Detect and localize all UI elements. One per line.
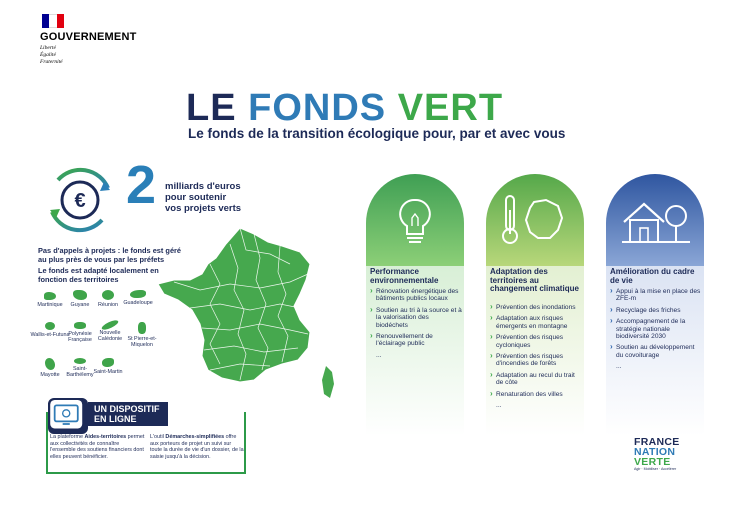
card-list [370,288,462,363]
overseas-item: Wallis-et-Futuna [30,322,70,338]
funding-amount: 2 [126,155,157,215]
funding-text: milliards d'euros pour soutenir vos projets verts [165,181,242,214]
card-cadre-de-vie [606,174,704,436]
list-item: › Adaptation au recul du trait de côte [490,372,582,387]
overseas-item: St Pierre-et-Miquelon [122,322,162,348]
euro-icon [40,160,120,240]
list-item: ... [496,402,502,410]
government-logo [40,14,150,66]
card-list [610,288,702,375]
computer-icon [48,398,88,434]
card-list [490,304,582,413]
list-item: › Accompagnement de la stratégie nationale biodiversité 2030 [610,318,702,340]
list-item: › Recyclage des friches [610,307,702,314]
list-item: › Prévention des risques d'incendies de forêts [490,353,582,368]
svg-text:€: € [74,190,86,212]
card-adaptation [486,174,584,436]
online-text-demarches-simplifiees: L'outil Démarches-simplifiées offre aux porteurs de projet un suivi sur toute la durée de vie d'un dossier, de la saisie jusqu'à la décision. [150,434,244,460]
list-item: › Renouvellement de l'éclairage public [370,333,462,348]
card-title: Adaptation des territoires au changement climatique [490,267,579,294]
list-item: › Prévention des risques cycloniques [490,334,582,349]
lightbulb-icon [390,192,440,252]
calls-text: Pas d'appels à projets : le fonds est géré au plus près de vous par les préfets [38,246,182,264]
online-title: UN DISPOSITIF EN LIGNE [88,402,168,426]
list-item: › Soutien au développement du covoiturage [610,344,702,359]
list-item: › Appui à la mise en place des ZFE-m [610,288,702,303]
list-item: › Rénovation énergétique des bâtiments publics locaux [370,288,462,303]
list-item: ... [616,363,622,371]
online-text-aides-territoires: La plateforme Aides-territoires permet aux collectivités de connaître l'ensemble des soutiens financiers dont elles peuvent bénéficier. [50,434,145,460]
government-name: GOUVERNEMENT [40,31,137,43]
card-performance [366,174,464,436]
list-item: ... [376,351,382,359]
list-item: › Renaturation des villes [490,391,582,398]
overseas-item: Guyane [60,290,100,308]
overseas-item: Saint-Barthélemy [60,358,100,378]
house-tree-icon [620,198,692,248]
overseas-item: Guadeloupe [118,290,158,306]
overseas-item: Saint-Martin [88,358,128,375]
thermometer-icon [500,194,570,250]
overseas-item: Martinique [30,292,70,308]
french-flag-icon [42,14,64,28]
local-text: Le fonds est adapté localement en fonction des territoires [38,266,159,284]
page-title: LE FONDS VERT [186,87,504,129]
list-item: › Prévention des inondations [490,304,582,311]
government-motto: Liberté Égalité Fraternité [40,45,63,65]
overseas-item: Polynésie Française [60,322,100,343]
overseas-item: Nouvelle Calédonie [90,322,130,342]
overseas-item: Réunion [88,290,128,308]
france-map [150,224,350,414]
list-item: › Adaptation aux risques émergents en montagne [490,315,582,330]
list-item: › Soutien au tri à la source et à la valorisation des biodéchets [370,307,462,329]
france-nation-verte-logo: FRANCE NATION VERTE Agir · Mobiliser · Accélérer [634,436,680,471]
overseas-item: Mayotte [30,358,70,378]
card-title: Performance environnementale [370,267,439,285]
card-title: Amélioration du cadre de vie [610,267,695,285]
page-subtitle: Le fonds de la transition écologique pour, par et avec vous [188,126,566,141]
